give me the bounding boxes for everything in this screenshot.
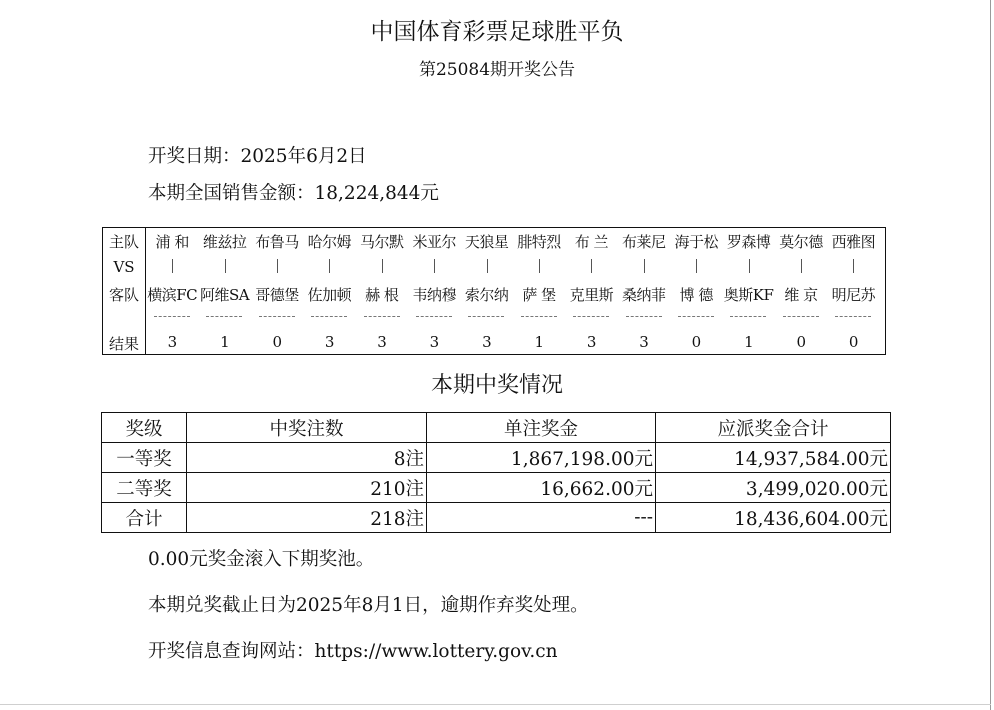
match-column bbox=[775, 228, 827, 354]
away-label: 客队 bbox=[108, 286, 139, 304]
home-team: 腓特烈 bbox=[517, 233, 561, 251]
match-column bbox=[722, 228, 774, 354]
column-header-level: 奖级 bbox=[102, 413, 187, 443]
result-divider bbox=[311, 316, 347, 317]
home-team: 罗森博 bbox=[726, 233, 771, 251]
website-note: 开奖信息查询网站：https://www.lottery.gov.cn bbox=[148, 641, 558, 662]
match-column bbox=[565, 228, 617, 354]
draw-date: 开奖日期：2025年6月2日 bbox=[148, 146, 367, 167]
table-row bbox=[102, 443, 891, 473]
result-divider bbox=[626, 316, 662, 317]
prize-total: 14,937,584.00元 bbox=[656, 443, 891, 473]
home-team: 西雅图 bbox=[831, 233, 876, 251]
away-team: 佐加顿 bbox=[307, 286, 352, 304]
vs-separator bbox=[696, 259, 697, 273]
match-result: 0 bbox=[796, 333, 806, 351]
result-divider bbox=[783, 316, 819, 317]
match-column bbox=[251, 228, 303, 354]
vs-separator bbox=[801, 259, 802, 273]
result-divider bbox=[468, 316, 504, 317]
vs-separator bbox=[644, 259, 645, 273]
vs-separator bbox=[382, 259, 383, 273]
away-team: 横滨FC bbox=[147, 286, 198, 304]
column-header-count: 中奖注数 bbox=[187, 413, 427, 443]
prize-table-header bbox=[102, 413, 891, 443]
sales-amount: 本期全国销售金额：18,224,844元 bbox=[148, 183, 439, 204]
away-team: 索尔纳 bbox=[464, 286, 509, 304]
vs-separator bbox=[487, 259, 488, 273]
match-result: 0 bbox=[691, 333, 701, 351]
result-label: 结果 bbox=[108, 335, 139, 353]
rollover-note: 0.00元奖金滚入下期奖池。 bbox=[148, 549, 375, 570]
vs-separator bbox=[329, 259, 330, 273]
home-team: 海于松 bbox=[674, 233, 718, 251]
home-team: 马尔默 bbox=[360, 233, 404, 251]
prize-amount: 1,867,198.00元 bbox=[427, 443, 656, 473]
home-label: 主队 bbox=[108, 233, 139, 251]
match-column bbox=[303, 228, 355, 354]
away-team: 阿维SA bbox=[200, 286, 250, 304]
result-divider bbox=[154, 316, 190, 317]
page-title: 中国体育彩票足球胜平负 bbox=[370, 19, 624, 45]
table-row bbox=[102, 473, 891, 503]
prize-total: 3,499,020.00元 bbox=[656, 473, 891, 503]
home-team: 布 兰 bbox=[574, 233, 609, 251]
page-subtitle: 第25084期开奖公告 bbox=[418, 60, 576, 80]
match-result: 3 bbox=[639, 333, 649, 351]
result-divider bbox=[573, 316, 609, 317]
column-header-total: 应派奖金合计 bbox=[656, 413, 891, 443]
match-column bbox=[356, 228, 408, 354]
match-column bbox=[670, 228, 722, 354]
away-team: 赫 根 bbox=[365, 286, 399, 304]
away-team: 韦纳穆 bbox=[412, 286, 456, 304]
match-result: 0 bbox=[848, 333, 858, 351]
home-team: 天狼星 bbox=[464, 233, 509, 251]
result-divider bbox=[206, 316, 242, 317]
result-divider bbox=[364, 316, 400, 317]
vs-separator bbox=[172, 259, 173, 273]
match-result: 3 bbox=[586, 333, 596, 351]
vs-label: VS bbox=[113, 258, 135, 276]
table-row bbox=[102, 503, 891, 533]
match-column bbox=[146, 228, 198, 354]
match-result: 3 bbox=[429, 333, 439, 351]
page-edge-right bbox=[990, 0, 991, 710]
page-edge-bottom bbox=[0, 704, 991, 705]
winner-count: 8注 bbox=[187, 443, 427, 473]
away-team: 萨 堡 bbox=[522, 286, 556, 304]
match-column bbox=[198, 228, 250, 354]
vs-separator bbox=[225, 259, 226, 273]
vs-separator bbox=[853, 259, 854, 273]
away-team: 明尼苏 bbox=[831, 286, 876, 304]
result-divider bbox=[678, 316, 714, 317]
prize-level: 二等奖 bbox=[102, 473, 187, 503]
match-result: 3 bbox=[377, 333, 387, 351]
match-column bbox=[460, 228, 512, 354]
result-divider bbox=[730, 316, 766, 317]
match-result: 0 bbox=[272, 333, 282, 351]
match-result: 1 bbox=[744, 333, 754, 351]
away-team: 维 京 bbox=[784, 286, 818, 304]
deadline-note: 本期兑奖截止日为2025年8月1日，逾期作弃奖处理。 bbox=[148, 595, 589, 616]
match-result: 1 bbox=[534, 333, 544, 351]
prize-level: 合计 bbox=[102, 503, 187, 533]
home-team: 浦 和 bbox=[155, 233, 189, 251]
match-column bbox=[827, 228, 879, 354]
vs-separator bbox=[277, 259, 278, 273]
result-divider bbox=[521, 316, 557, 317]
home-team: 布莱尼 bbox=[622, 233, 666, 251]
away-team: 奥斯KF bbox=[723, 286, 774, 304]
home-team: 布鲁马 bbox=[255, 233, 299, 251]
prize-table bbox=[101, 412, 891, 533]
prize-amount: 16,662.00元 bbox=[427, 473, 656, 503]
column-header-amount: 单注奖金 bbox=[427, 413, 656, 443]
winner-count: 210注 bbox=[187, 473, 427, 503]
vs-separator bbox=[749, 259, 750, 273]
match-column bbox=[513, 228, 565, 354]
match-column bbox=[618, 228, 670, 354]
home-team: 维兹拉 bbox=[202, 233, 247, 251]
match-result: 3 bbox=[167, 333, 177, 351]
vs-separator bbox=[591, 259, 592, 273]
match-table bbox=[102, 227, 886, 355]
match-result: 1 bbox=[220, 333, 230, 351]
match-result: 3 bbox=[482, 333, 492, 351]
away-team: 博 德 bbox=[679, 286, 713, 304]
winner-count: 218注 bbox=[187, 503, 427, 533]
vs-separator bbox=[539, 259, 540, 273]
result-divider bbox=[835, 316, 871, 317]
home-team: 米亚尔 bbox=[412, 233, 456, 251]
vs-separator bbox=[434, 259, 435, 273]
prize-level: 一等奖 bbox=[102, 443, 187, 473]
prize-section-title: 本期中奖情况 bbox=[430, 373, 563, 398]
result-divider bbox=[259, 316, 295, 317]
away-team: 桑纳菲 bbox=[622, 286, 666, 304]
match-result: 3 bbox=[324, 333, 334, 351]
away-team: 克里斯 bbox=[569, 286, 614, 304]
prize-total: 18,436,604.00元 bbox=[656, 503, 891, 533]
home-team: 莫尔德 bbox=[779, 233, 823, 251]
home-team: 哈尔姆 bbox=[307, 233, 352, 251]
match-column bbox=[408, 228, 460, 354]
prize-amount: --- bbox=[427, 503, 656, 533]
away-team: 哥德堡 bbox=[255, 286, 299, 304]
result-divider bbox=[416, 316, 452, 317]
